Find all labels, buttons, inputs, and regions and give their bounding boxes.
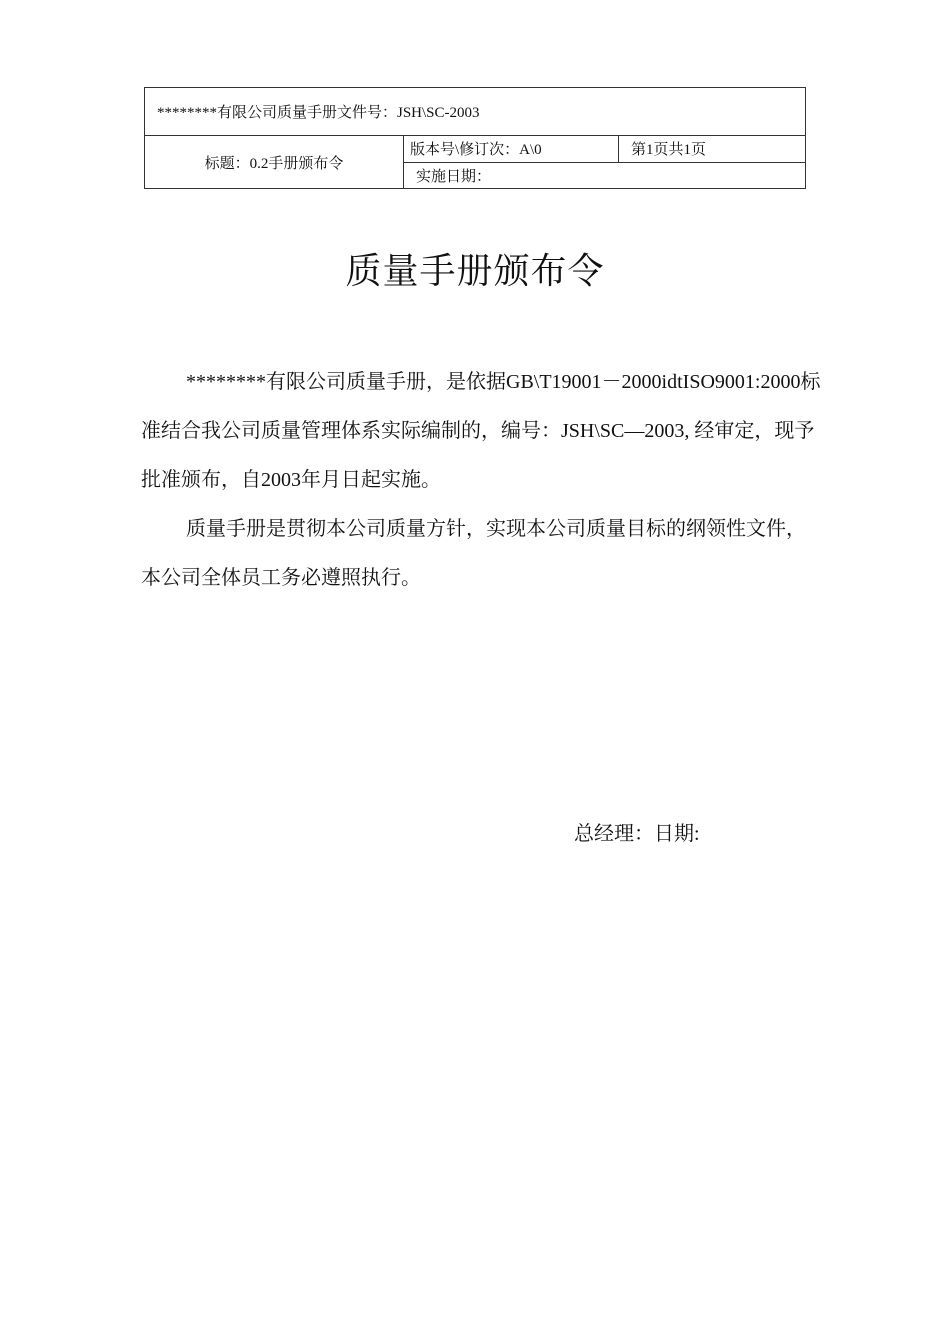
document-header-table (144, 87, 806, 189)
body-paragraph-1: ********有限公司质量手册，是依据GB\T19001－2000idtISO9001:2000标准结合我公司质量管理体系实际编制的，编号：JSH\SC—2003, 经审定，现予批准颁布，自2003年月日起实施。 (141, 371, 821, 491)
body-paragraph-2: 质量手册是贯彻本公司质量方针，实现本公司质量目标的纲领性文件，本公司全体员工务必遵照执行。 (141, 518, 806, 589)
signature-line: 总经理：日期: (574, 823, 700, 845)
effective-date-cell: 实施日期： (404, 162, 806, 189)
company-doc-number-cell: ********有限公司质量手册文件号：JSH\SC-2003 (145, 88, 806, 136)
document-body (141, 358, 821, 603)
page-number-cell: 第1页共1页 (619, 136, 806, 163)
version-cell: 版本号\修订次：A\0 (404, 136, 619, 163)
document-heading: 质量手册颁布令 (345, 251, 605, 291)
title-cell: 标题：0.2手册颁布令 (145, 136, 404, 189)
